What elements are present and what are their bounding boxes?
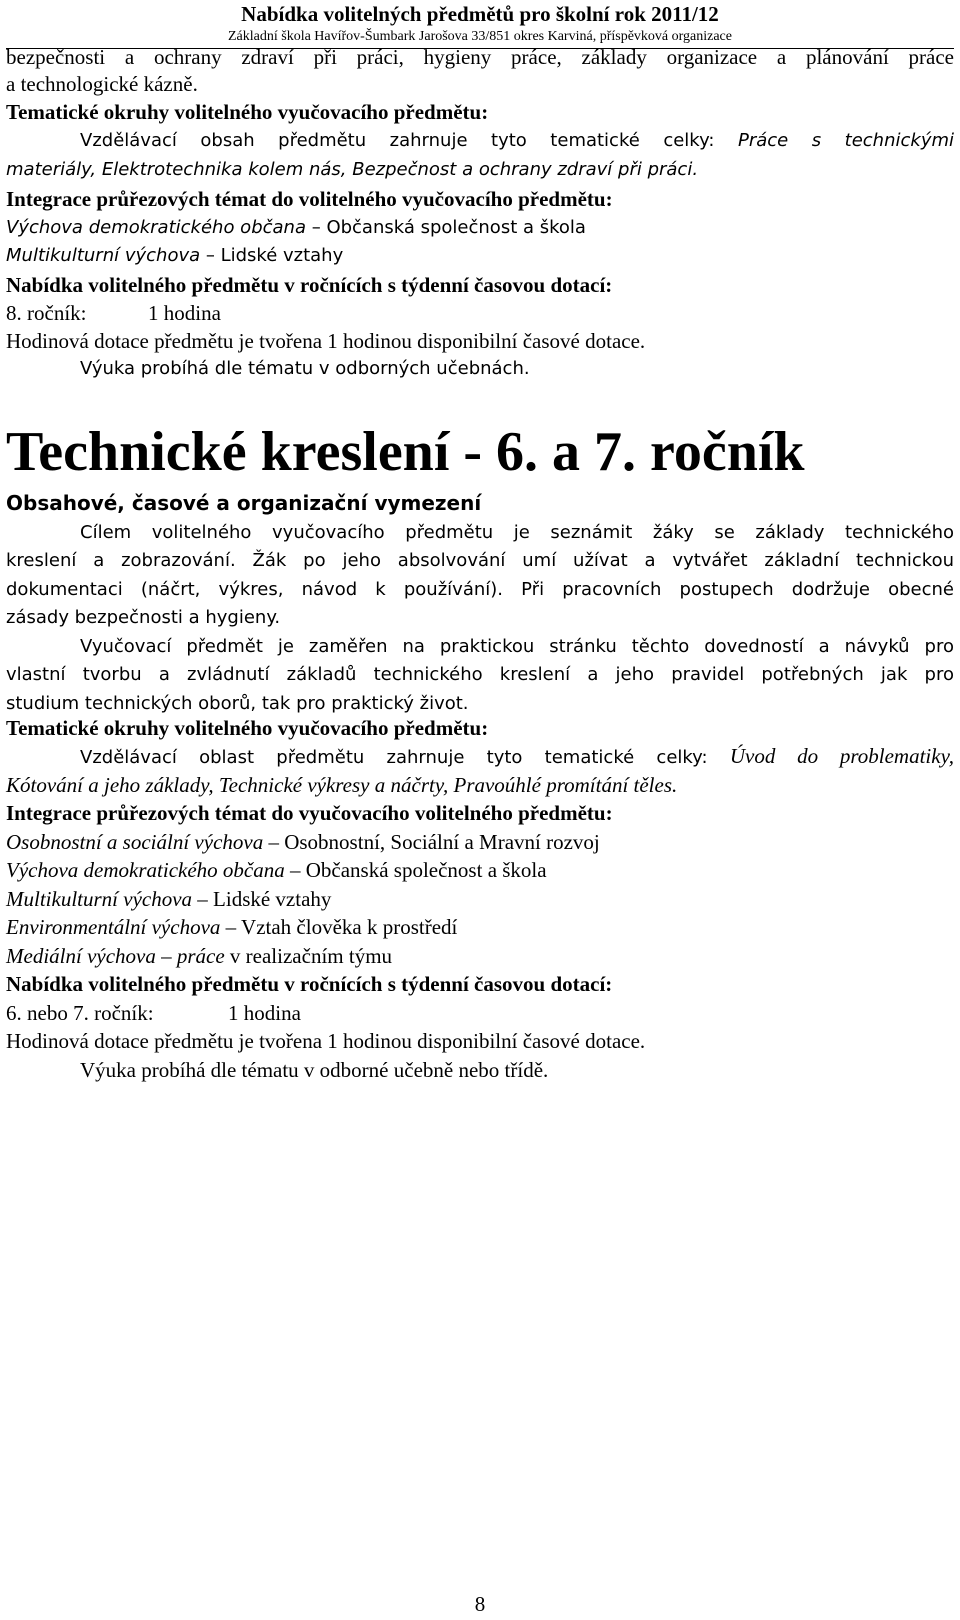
s2-teach-note: Výuka probíhá dle tématu v odborné učebně nebo třídě. xyxy=(80,1058,549,1082)
s2-integ1-desc: – Osobnostní, Sociální a Mravní rozvoj xyxy=(263,830,600,854)
s1-tem-line-1 xyxy=(80,132,954,150)
s2-integ3-desc: – Lidské vztahy xyxy=(192,887,332,911)
s1-cont-line-1: bezpečnosti a ochrany zdraví při práci, hygieny práce, základy organizace a plánování práce xyxy=(6,45,954,69)
s1-integ-heading: Integrace průřezových témat do volitelného vyučovacího předmětu: xyxy=(6,187,613,211)
s2-p2-line-2: vlastní tvorbu a zvládnutí základů technického kreslení a jeho pravidel potřebných jak pro xyxy=(6,664,954,685)
s2-integ2-desc: – Občanská společnost a škola xyxy=(284,858,547,882)
s1-cont-line-2: a technologické kázně. xyxy=(6,72,198,96)
s2-obs-heading: Obsahové, časové a organizační vymezení xyxy=(6,491,482,515)
s1-offer-heading: Nabídka volitelného předmětu v ročnících s týdenní časovou dotací: xyxy=(6,273,613,297)
s1-integ2-topic: Multikulturní výchova xyxy=(6,245,201,266)
s2-integ5-desc: v realizačním týmu xyxy=(224,944,393,968)
header-title: Nabídka volitelných předmětů pro školní rok 2011/12 xyxy=(241,2,719,26)
s1-integ2-desc: – Lidské vztahy xyxy=(200,245,344,266)
s2-tem-line-2: Kótování a jeho základy, Technické výkresy a náčrty, Pravoúhlé promítání těles. xyxy=(6,773,678,797)
s1-tem-heading: Tematické okruhy volitelného vyučovacího předmětu: xyxy=(6,100,489,124)
s2-tem-line-1 xyxy=(80,746,954,767)
s2-offer-heading: Nabídka volitelného předmětu v ročnících s týdenní časovou dotací: xyxy=(6,972,613,996)
s1-teach-note: Výuka probíhá dle tématu v odborných učebnách. xyxy=(80,358,530,379)
s2-p1-line-4: zásady bezpečnosti a hygieny. xyxy=(6,607,281,628)
s2-hours-note: Hodinová dotace předmětu je tvořena 1 hodinou disponibilní časové dotace. xyxy=(6,1029,646,1053)
s2-integ5-topic: Mediální výchova – práce xyxy=(6,944,225,968)
s1-tem-line-2: materiály, Elektrotechnika kolem nás, Bezpečnost a ochrany zdraví při práci. xyxy=(6,159,699,180)
section2-title: Technické kreslení - 6. a 7. ročník xyxy=(6,421,805,483)
s2-grade-label: 6. nebo 7. ročník: xyxy=(6,1001,154,1025)
s2-integ2-topic: Výchova demokratického občana xyxy=(6,858,285,882)
s2-integ1-topic: Osobnostní a sociální výchova xyxy=(6,830,264,854)
s1-integ-item-2 xyxy=(6,247,343,265)
s2-p1-line-2: kreslení a zobrazování. Žák po jeho absolvování umí užívat a vytvářet základní technickou xyxy=(6,550,954,571)
s1-integ-item-1 xyxy=(6,219,586,237)
s2-p1-line-1: Cílem volitelného vyučovacího předmětu je seznámit žáky se základy technického xyxy=(80,522,954,543)
s1-tem-plain: Vzdělávací obsah předmětu zahrnuje tyto tematické celky: xyxy=(80,130,738,151)
s2-integ-item-4 xyxy=(6,917,457,938)
s2-tem-italic: Úvod do problematiky, xyxy=(729,744,954,768)
s2-integ-heading: Integrace průřezových témat do vyučovacího volitelného předmětu: xyxy=(6,801,613,825)
s1-tem-italic: Práce s technickými xyxy=(738,130,955,151)
s2-integ-item-5 xyxy=(6,946,392,967)
s2-integ4-topic: Environmentální výchova xyxy=(6,915,221,939)
header-subtitle: Základní škola Havířov-Šumbark Jarošova 33/851 okres Karviná, příspěvková organizace xyxy=(228,29,732,44)
page-number: 8 xyxy=(474,1592,486,1616)
s2-integ3-topic: Multikulturní výchova xyxy=(6,887,193,911)
s2-p2-line-3: studium technických oborů, tak pro praktický život. xyxy=(6,693,469,714)
s2-p1-line-3: dokumentaci (náčrt, výkres, návod k používání). Při pracovních postupech dodržuje obecné xyxy=(6,579,954,600)
s1-grade-hours: 1 hodina xyxy=(148,301,221,325)
s1-integ1-topic: Výchova demokratického občana xyxy=(6,217,306,238)
s2-grade-hours: 1 hodina xyxy=(228,1001,301,1025)
s2-integ4-desc: – Vztah člověka k prostředí xyxy=(220,915,458,939)
s2-tem-plain: Vzdělávací oblast předmětu zahrnuje tyto tematické celky: xyxy=(80,747,730,768)
s2-integ-item-3 xyxy=(6,889,331,910)
s2-tem-heading: Tematické okruhy volitelného vyučovacího předmětu: xyxy=(6,716,489,740)
s1-hours-note: Hodinová dotace předmětu je tvořena 1 hodinou disponibilní časové dotace. xyxy=(6,329,646,353)
s1-grade-label: 8. ročník: xyxy=(6,301,87,325)
s1-integ1-desc: – Občanská společnost a škola xyxy=(306,217,586,238)
s2-integ-item-1 xyxy=(6,832,600,853)
s2-p2-line-1: Vyučovací předmět je zaměřen na praktickou stránku těchto dovedností a návyků pro xyxy=(80,636,954,657)
s2-integ-item-2 xyxy=(6,860,547,881)
